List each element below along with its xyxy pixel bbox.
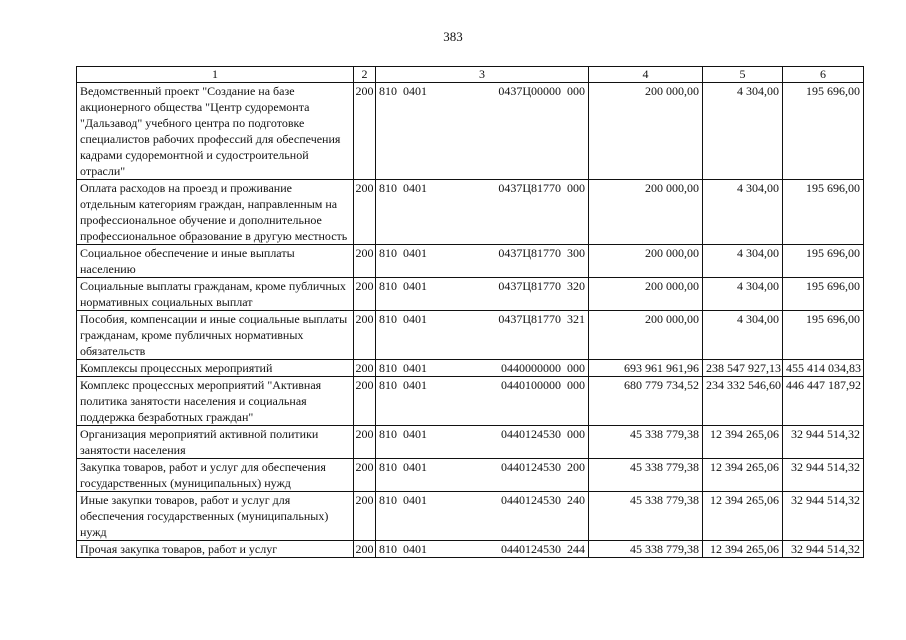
- row-value-col6: 195 696,00: [783, 83, 864, 180]
- row-name: Иные закупки товаров, работ и услуг для обеспечения государственных (муниципальных) нужд: [77, 492, 354, 541]
- row-value-col5: 4 304,00: [703, 278, 783, 311]
- row-value-col5: 234 332 546,60: [703, 377, 783, 426]
- row-name: Пособия, компенсации и иные социальные выплаты гражданам, кроме публичных нормативных обязательств: [77, 311, 354, 360]
- row-value-col6: 446 447 187,92: [783, 377, 864, 426]
- code-part: 810: [379, 378, 397, 392]
- code-part: 0440124530: [501, 460, 561, 474]
- table-header-row: [77, 67, 864, 83]
- code-part: 810: [379, 312, 397, 326]
- row-col2: 200: [354, 278, 376, 311]
- row-value-col6: 32 944 514,32: [783, 459, 864, 492]
- row-value-col5: 12 394 265,06: [703, 492, 783, 541]
- code-part: 000: [567, 427, 585, 441]
- row-code: [376, 459, 589, 492]
- code-part: 810: [379, 279, 397, 293]
- code-part: 0437Ц81770: [498, 312, 561, 326]
- table-row: [77, 311, 864, 360]
- row-code: [376, 426, 589, 459]
- row-col2: 200: [354, 426, 376, 459]
- row-name: Комплекс процессных мероприятий "Активная политика занятости населения и социальная поддержка безработных граждан": [77, 377, 354, 426]
- row-value-col4: 693 961 961,96: [589, 360, 703, 377]
- row-code: [376, 278, 589, 311]
- row-value-col5: 238 547 927,13: [703, 360, 783, 377]
- row-value-col5: 4 304,00: [703, 311, 783, 360]
- code-part: 0401: [403, 378, 427, 392]
- table-row: [77, 83, 864, 180]
- row-value-col5: 12 394 265,06: [703, 459, 783, 492]
- table-row: [77, 459, 864, 492]
- code-part: 0440000000: [501, 361, 561, 375]
- row-col2: 200: [355, 361, 374, 375]
- row-col2: 200: [354, 459, 376, 492]
- table-row: [77, 377, 864, 426]
- code-part: 000: [567, 181, 585, 195]
- row-name: Комплексы процессных мероприятий: [77, 360, 354, 377]
- row-code: [376, 83, 589, 180]
- code-part: 0401: [403, 427, 427, 441]
- row-value-col4: 45 338 779,38: [589, 492, 703, 541]
- row-name: Организация мероприятий активной политики занятости населения: [77, 426, 354, 459]
- code-part: 810: [379, 493, 397, 507]
- budget-table: [76, 66, 864, 558]
- row-code: [376, 360, 589, 377]
- code-part: 0440124530: [501, 542, 561, 556]
- row-value-col5: 4 304,00: [703, 245, 783, 278]
- table-row: [77, 492, 864, 541]
- column-header: 6: [783, 67, 864, 83]
- code-part: 810: [379, 460, 397, 474]
- code-part: 810: [379, 542, 397, 556]
- row-value-col4: 200 000,00: [589, 245, 703, 278]
- row-col2: 200: [354, 311, 376, 360]
- code-part: 810: [379, 181, 397, 195]
- row-value-col5: 12 394 265,06: [703, 541, 783, 558]
- code-part: 000: [567, 84, 585, 98]
- code-part: 000: [567, 378, 585, 392]
- row-value-col6: 195 696,00: [783, 180, 864, 245]
- code-part: 0401: [403, 181, 427, 195]
- column-header: 5: [703, 67, 783, 83]
- row-value-col5: 4 304,00: [703, 180, 783, 245]
- code-part: 0437Ц81770: [498, 246, 561, 260]
- row-code: [376, 541, 589, 558]
- code-part: 0440124530: [501, 427, 561, 441]
- row-value-col6: 32 944 514,32: [783, 541, 864, 558]
- row-name: Социальные выплаты гражданам, кроме публичных нормативных социальных выплат: [77, 278, 354, 311]
- row-col2: 200: [354, 180, 376, 245]
- code-part: 244: [567, 542, 585, 556]
- table-body: [77, 83, 864, 558]
- row-col2: 200: [355, 542, 374, 556]
- code-part: 0401: [403, 279, 427, 293]
- code-part: 0401: [403, 542, 427, 556]
- table-row: [77, 278, 864, 311]
- table-row: [77, 541, 864, 558]
- row-name: Социальное обеспечение и иные выплаты населению: [77, 245, 354, 278]
- row-value-col5: 4 304,00: [703, 83, 783, 180]
- row-value-col4: 200 000,00: [589, 311, 703, 360]
- row-code: [376, 245, 589, 278]
- row-value-col5: 12 394 265,06: [703, 426, 783, 459]
- column-header: 1: [77, 67, 354, 83]
- code-part: 300: [567, 246, 585, 260]
- row-value-col6: 195 696,00: [783, 278, 864, 311]
- row-value-col4: 200 000,00: [589, 180, 703, 245]
- code-part: 0440124530: [501, 493, 561, 507]
- table-row: [77, 426, 864, 459]
- code-part: 321: [567, 312, 585, 326]
- code-part: 810: [379, 84, 397, 98]
- row-value-col4: 45 338 779,38: [589, 459, 703, 492]
- row-col2: 200: [354, 83, 376, 180]
- column-header: 4: [589, 67, 703, 83]
- row-value-col6: 455 414 034,83: [783, 360, 864, 377]
- row-value-col4: 200 000,00: [589, 83, 703, 180]
- code-part: 0437Ц00000: [498, 84, 561, 98]
- table-row: [77, 360, 864, 377]
- column-header: 2: [354, 67, 376, 83]
- code-part: 0401: [403, 84, 427, 98]
- row-col2: 200: [354, 245, 376, 278]
- code-part: 240: [567, 493, 585, 507]
- code-part: 200: [567, 460, 585, 474]
- row-value-col6: 32 944 514,32: [783, 492, 864, 541]
- row-value-col4: 680 779 734,52: [589, 377, 703, 426]
- page-number: 383: [443, 29, 463, 44]
- row-name: Закупка товаров, работ и услуг для обеспечения государственных (муниципальных) нужд: [77, 459, 354, 492]
- row-col2: 200: [354, 492, 376, 541]
- code-part: 0437Ц81770: [498, 279, 561, 293]
- row-value-col4: 45 338 779,38: [589, 541, 703, 558]
- code-part: 0401: [403, 312, 427, 326]
- row-value-col4: 200 000,00: [589, 278, 703, 311]
- row-name: Оплата расходов на проезд и проживание отдельным категориям граждан, направленным на профессиональное обучение и дополнительное профессиональное образование в другую местность: [77, 180, 354, 245]
- row-value-col6: 32 944 514,32: [783, 426, 864, 459]
- code-part: 0401: [403, 460, 427, 474]
- code-part: 0440100000: [501, 378, 561, 392]
- row-name: Прочая закупка товаров, работ и услуг: [77, 541, 354, 558]
- code-part: 810: [379, 361, 397, 375]
- code-part: 000: [567, 361, 585, 375]
- row-value-col6: 195 696,00: [783, 311, 864, 360]
- code-part: 0401: [403, 361, 427, 375]
- row-col2: 200: [354, 377, 376, 426]
- table-row: [77, 180, 864, 245]
- row-code: [376, 180, 589, 245]
- code-part: 0437Ц81770: [498, 181, 561, 195]
- row-value-col4: 45 338 779,38: [589, 426, 703, 459]
- table-row: [77, 245, 864, 278]
- code-part: 320: [567, 279, 585, 293]
- row-code: [376, 311, 589, 360]
- row-name: Ведомственный проект "Создание на базе акционерного общества "Центр судоремонта "Дальзавод" учебного центра по подготовке специалистов рабочих профессий для обеспечения кадрами судоремонтной и судостроительной отрасли": [77, 83, 354, 180]
- code-part: 810: [379, 246, 397, 260]
- column-header: 3: [376, 67, 589, 83]
- code-part: 810: [379, 427, 397, 441]
- row-value-col6: 195 696,00: [783, 245, 864, 278]
- code-part: 0401: [403, 246, 427, 260]
- row-code: [376, 377, 589, 426]
- row-code: [376, 492, 589, 541]
- code-part: 0401: [403, 493, 427, 507]
